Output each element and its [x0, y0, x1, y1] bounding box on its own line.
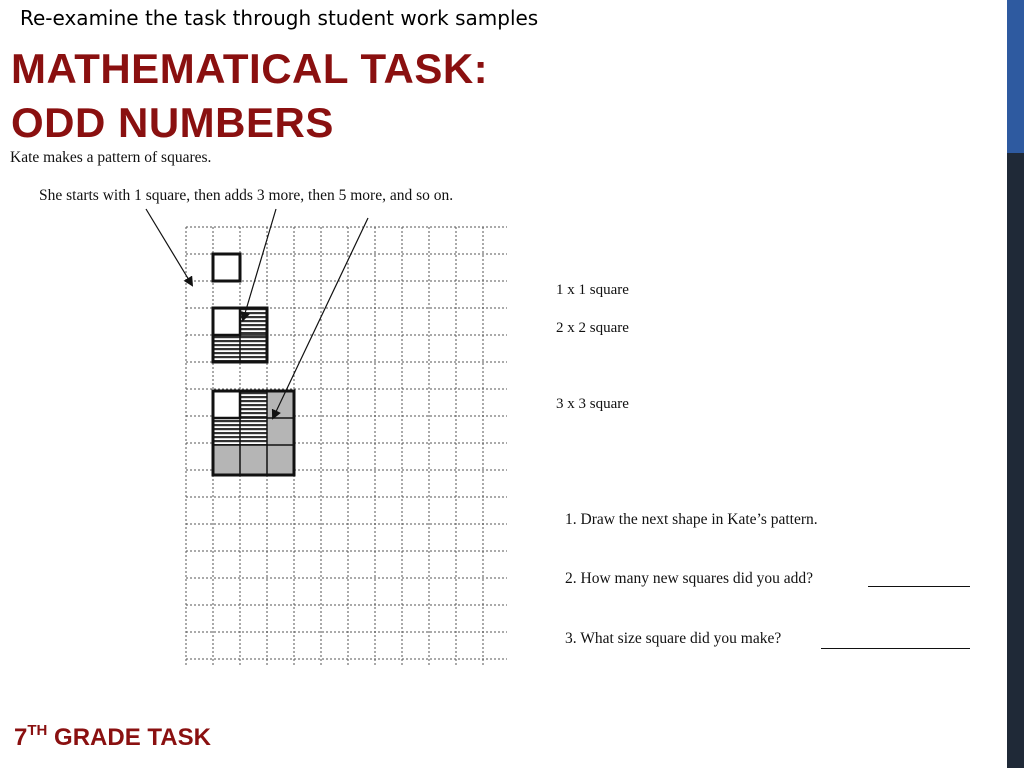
side-accent-bar — [1007, 0, 1024, 153]
answer-line-2[interactable] — [868, 586, 970, 587]
label-3x3: 3 x 3 square — [556, 396, 629, 412]
title-line-2: ODD NUMBERS — [11, 99, 334, 146]
worksheet-intro: Kate makes a pattern of squares. — [10, 149, 212, 166]
question-2: 2. How many new squares did you add? — [565, 570, 813, 587]
footer-text: GRADE TASK — [47, 724, 211, 751]
answer-line-3[interactable] — [821, 648, 970, 649]
square-1x1 — [213, 254, 240, 281]
worksheet-instruction: She starts with 1 square, then adds 3 more, then 5 more, and so on. — [39, 187, 454, 204]
footer-grade-task — [14, 724, 211, 752]
square-3x3 — [213, 391, 294, 475]
question-3: 3. What size square did you make? — [565, 630, 782, 647]
square-2x2 — [213, 308, 267, 362]
title-line-1: MATHEMATICAL TASK: — [11, 45, 489, 92]
label-2x2: 2 x 2 square — [556, 320, 629, 336]
footer-superscript: TH — [27, 722, 48, 739]
label-1x1: 1 x 1 square — [556, 282, 629, 298]
footer-number: 7 — [14, 724, 28, 751]
question-1: 1. Draw the next shape in Kate’s pattern. — [565, 511, 818, 528]
slide-subtitle: Re-examine the task through student work samples — [20, 6, 539, 30]
side-dark-bar — [1007, 153, 1024, 768]
